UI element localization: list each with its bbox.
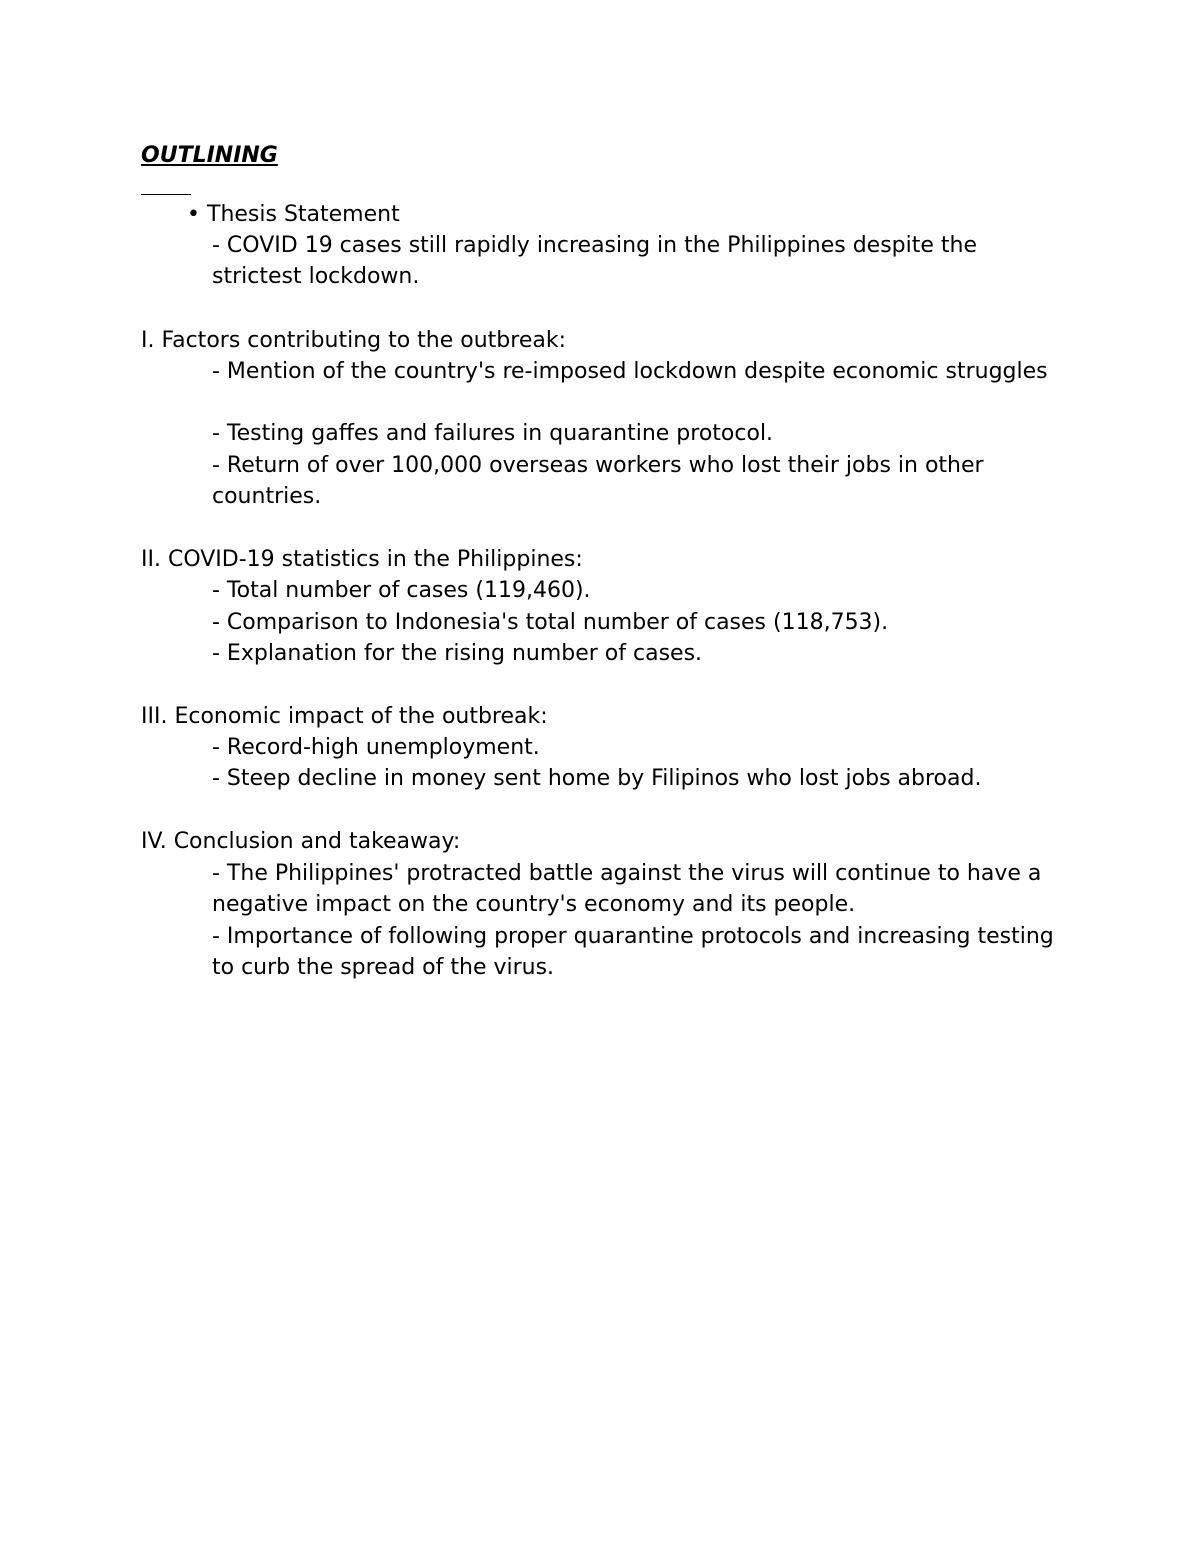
section-heading-1: I. Factors contributing to the outbreak:	[141, 328, 567, 353]
section-2-item: - Explanation for the rising number of cases.	[212, 641, 703, 666]
section-heading-3: III. Economic impact of the outbreak:	[141, 704, 548, 729]
section-heading-2: II. COVID-19 statistics in the Philippines:	[141, 547, 583, 572]
document-title: OUTLINING	[141, 143, 278, 168]
section-3-item: - Steep decline in money sent home by Filipinos who lost jobs abroad.	[212, 766, 982, 791]
section-heading-4: IV. Conclusion and takeaway:	[141, 829, 461, 854]
section-1-item: - Testing gaffes and failures in quarantine protocol.	[212, 421, 774, 446]
section-4-item: - Importance of following proper quarantine protocols and increasing testing to curb the spread of the virus.	[212, 924, 1054, 981]
thesis-heading-label: Thesis Statement	[207, 202, 400, 227]
section-1-item: - Return of over 100,000 overseas workers who lost their jobs in other countries.	[212, 453, 984, 510]
bullet-icon: •	[187, 202, 200, 227]
section-2-item: - Total number of cases (119,460).	[212, 578, 591, 603]
thesis-heading	[187, 199, 400, 230]
section-1-item: - Mention of the country's re-imposed lockdown despite economic struggles	[212, 359, 1048, 384]
section-3-item: - Record-high unemployment.	[212, 735, 540, 760]
title-underline-rule	[141, 194, 191, 195]
section-2-item: - Comparison to Indonesia's total number of cases (118,753).	[212, 610, 889, 635]
section-4-item: - The Philippines' protracted battle against the virus will continue to have a negative impact on the country's economy and its people.	[212, 861, 1042, 918]
thesis-item: - COVID 19 cases still rapidly increasing in the Philippines despite the strictest lockdown.	[212, 233, 977, 290]
